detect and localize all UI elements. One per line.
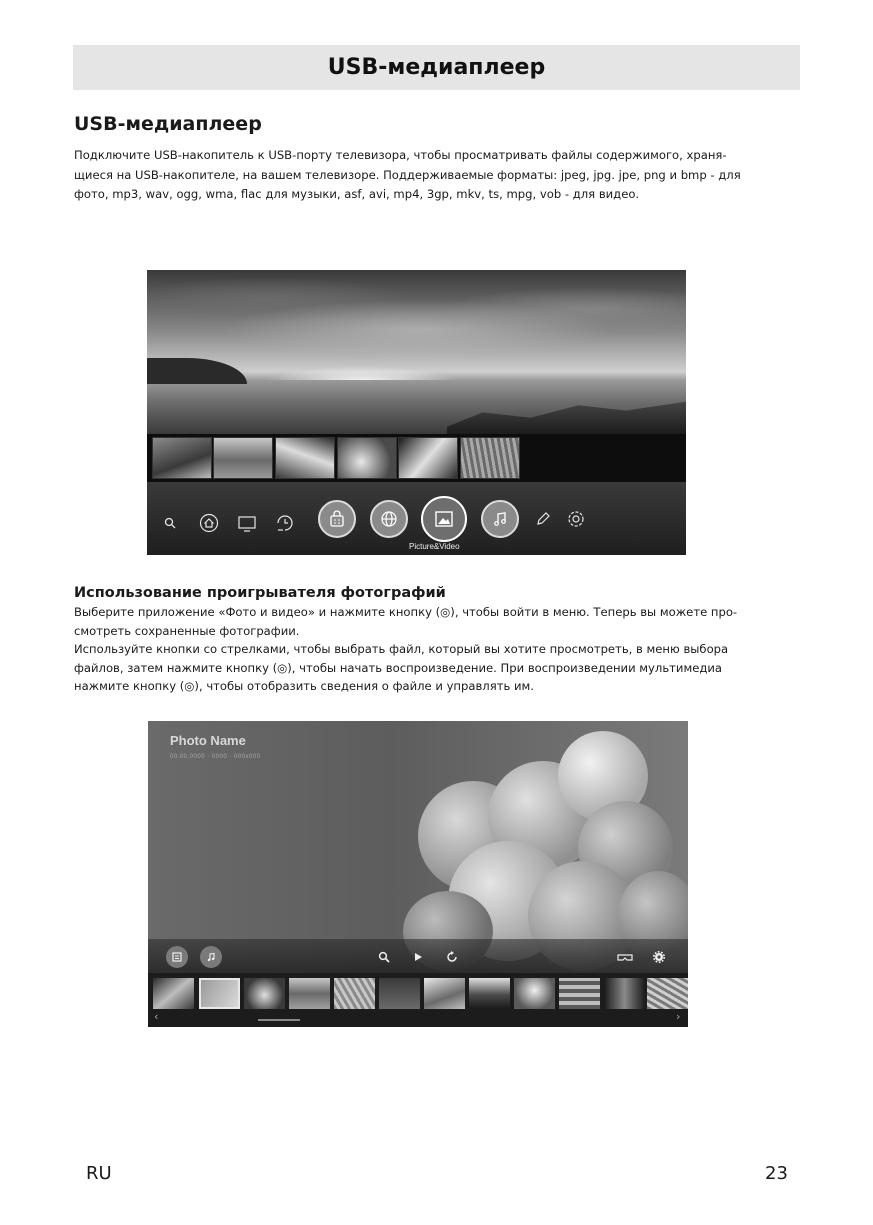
page-header-title: USB-медиаплеер (327, 55, 546, 80)
thumbnail[interactable] (213, 437, 273, 479)
music-icon[interactable] (200, 946, 222, 968)
rotate-icon[interactable] (441, 946, 463, 968)
intro-line: щиеся на USB-накопителе, на вашем телевизоре. Поддерживаемые форматы: jpeg, jpg. jpe, png и bmp - для (74, 167, 741, 182)
thumbnail[interactable] (153, 978, 194, 1009)
home-icon[interactable] (198, 512, 220, 534)
app-dock (147, 482, 686, 555)
thumbnail[interactable] (152, 437, 212, 479)
next-arrow-icon[interactable]: › (676, 1010, 681, 1023)
settings-icon[interactable] (565, 508, 587, 530)
store-icon (328, 510, 346, 528)
section-title: USB-медиаплеер (74, 113, 262, 135)
thumbnail[interactable] (559, 978, 600, 1009)
thumbnail[interactable] (275, 437, 335, 479)
thumbnail[interactable] (379, 978, 420, 1009)
page-number: 23 (765, 1163, 788, 1184)
thumbnail[interactable] (398, 437, 458, 479)
thumbnail[interactable] (469, 978, 510, 1009)
paragraph-line: файлов, затем нажмите кнопку (◎), чтобы начать воспроизведение. При воспроизведении мультимедиа (74, 660, 722, 675)
photo-player-paragraph (74, 603, 794, 696)
thumbnail[interactable] (604, 978, 645, 1009)
list-icon[interactable] (166, 946, 188, 968)
paragraph-line: нажмите кнопку (◎), чтобы отобразить сведения о файле и управлять им. (74, 679, 534, 693)
selected-app-label: Picture&Video (409, 542, 460, 551)
paragraph-line: Выберите приложение «Фото и видео» и нажмите кнопку (◎), чтобы войти в меню. Теперь вы можете про- (74, 605, 738, 619)
search-icon[interactable] (163, 516, 177, 530)
home-screen-figure (147, 270, 686, 555)
thumbnail[interactable] (337, 437, 397, 479)
picture-video-button[interactable] (421, 496, 467, 542)
edit-icon[interactable] (534, 510, 552, 528)
tv-icon[interactable] (236, 513, 258, 535)
zoom-icon[interactable] (373, 946, 395, 968)
paragraph-line: Используйте кнопки со стрелками, чтобы выбрать файл, который вы хотите просмотреть, в меню выбора (74, 642, 729, 656)
thumbnail-selected[interactable] (199, 978, 240, 1009)
play-icon[interactable] (407, 946, 429, 968)
scroll-indicator[interactable] (258, 1019, 300, 1021)
recent-thumbnails-strip (147, 434, 686, 482)
picture-icon (434, 510, 454, 528)
music-button[interactable] (481, 500, 519, 538)
footer-language: RU (86, 1163, 112, 1184)
photo-player-title: Использование проигрывателя фотографий (74, 585, 446, 601)
thumbnail[interactable] (460, 437, 520, 479)
store-button[interactable] (318, 500, 356, 538)
paragraph-line: смотреть сохраненные фотографии. (74, 623, 300, 638)
page-header-bar (73, 45, 800, 90)
thumbnail[interactable] (647, 978, 688, 1009)
player-control-bar (148, 939, 688, 973)
thumbnail[interactable] (424, 978, 465, 1009)
intro-line: Подключите USB-накопитель к USB-порту телевизора, чтобы просматривать файлы содержимого, храня- (74, 148, 727, 162)
photo-thumbnails-strip (148, 973, 688, 1027)
3d-icon[interactable] (614, 946, 636, 968)
thumbnail[interactable] (334, 978, 375, 1009)
thumbnail[interactable] (514, 978, 555, 1009)
music-icon (491, 510, 509, 528)
photo-player-figure (148, 721, 688, 1027)
recent-icon[interactable] (274, 512, 296, 534)
intro-paragraph (74, 146, 794, 205)
photo-name: Photo Name (170, 733, 246, 748)
browser-icon (380, 510, 398, 528)
thumbnail[interactable] (289, 978, 330, 1009)
photo-info: 00.00.0000 · 0000 · 000x000 (170, 754, 261, 760)
browser-button[interactable] (370, 500, 408, 538)
prev-arrow-icon[interactable]: ‹ (154, 1010, 159, 1023)
thumbnail[interactable] (244, 978, 285, 1009)
settings-icon[interactable] (648, 946, 670, 968)
intro-line: фото, mp3, wav, ogg, wma, flac для музыки, asf, avi, mp4, 3gp, mkv, ts, mpg, vob - для видео. (74, 187, 640, 201)
